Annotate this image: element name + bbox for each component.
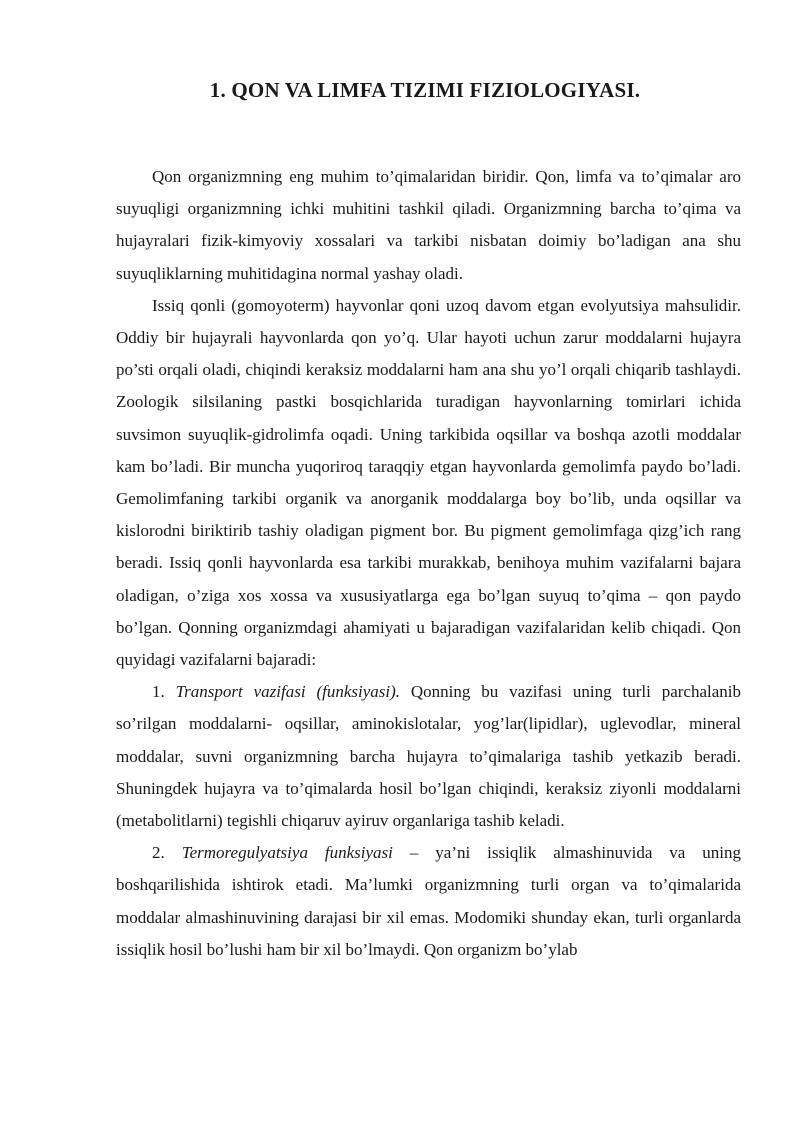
list-item-transport xyxy=(116,676,741,837)
paragraph-evolution: Issiq qonli (gomoyoterm) hayvonlar qoni uzoq davom etgan evolyutsiya mahsulidir. Oddiy bir hujayrali hayvonlarda qon yo’q. Ular hayoti uchun zarur moddalarni hujayra po’sti orqali oladi, chiqindi keraksiz moddalarni ham ana shu yo’l orqali chiqarib tashlaydi. Zoologik silsilaning pastki bosqichlarida turadigan hayvonlarning tomirlari ichida suvsimon suyuqlik-gidrolimfa oqadi. Uning tarkibida oqsillar va boshqa azotli moddalar kam bo’ladi. Bir muncha yuqoriroq taraqqiy etgan hayvonlarda gemolimfa paydo bo’ladi. Gemolimfaning tarkibi organik va anorganik moddalarga boy bo’lib, unda oqsillar va kislorodni biriktirib tashiy oladigan pigment bor. Bu pigment gemolimfaga qizg’ich rang beradi. Issiq qonli hayvonlarda esa tarkibi murakkab, benihoya muhim vazifalarni bajara oladigan, o’ziga xos xossa va xususiyatlarga ega bo’lgan suyuq to’qima – qon paydo bo’lgan. Qonning organizmdagi ahamiyati u bajaradigan vazifalaridan kelib chiqadi. Qon quyidagi vazifalarni bajaradi: xyxy=(116,295,741,670)
list-number: 2. xyxy=(152,843,182,863)
list-text: Qonning bu vazifasi uning turli parchalanib so’rilgan moddalarni- oqsillar, aminokislotalar, yog’lar(lipidlar), uglevodlar, mineral moddalar, suvni organizmning barcha hujayra to’qimalariga tashib yetkazib beradi. Shuningdek hujayra va to’qimalarda hosil bo’lgan chiqindi, keraksiz ziyonli moddalarni (metabolitlarni) tegishli chiqaruv ayiruv organlariga tashib keladi. xyxy=(116,682,742,831)
document-body xyxy=(116,161,741,966)
list-text: – ya’ni issiqlik almashinuvida va uning boshqarilishida ishtirok etadi. Ma’lumki organizmning turli organ va to’qimalarida moddalar almashinuvining darajasi bir xil emas. Modomiki shunday ekan, turli organlarda issiqlik hosil bo’lushi ham bir xil bo’lmaydi. Qon organizm bo’ylab xyxy=(116,843,742,959)
list-term: Transport vazifasi (funksiyasi). xyxy=(175,682,401,702)
list-item-thermoregulation xyxy=(116,837,741,966)
list-number: 1. xyxy=(152,682,176,702)
paragraph-intro: Qon organizmning eng muhim to’qimalaridan biridir. Qon, limfa va to’qimalar aro suyuqligi organizmning ichki muhitini tashkil qiladi. Organizmning barcha to’qima va hujayralari fizik-kimyoviy xossalari va tarkibi nisbatan doimiy bo’ladigan ana shu suyuqliklarning muhitidagina normal yashay oladi. xyxy=(116,167,741,283)
list-term: Termoregulyatsiya funksiyasi xyxy=(181,843,393,863)
page-title: 1. QON VA LIMFA TIZIMI FIZIOLOGIYASI. xyxy=(209,78,641,102)
